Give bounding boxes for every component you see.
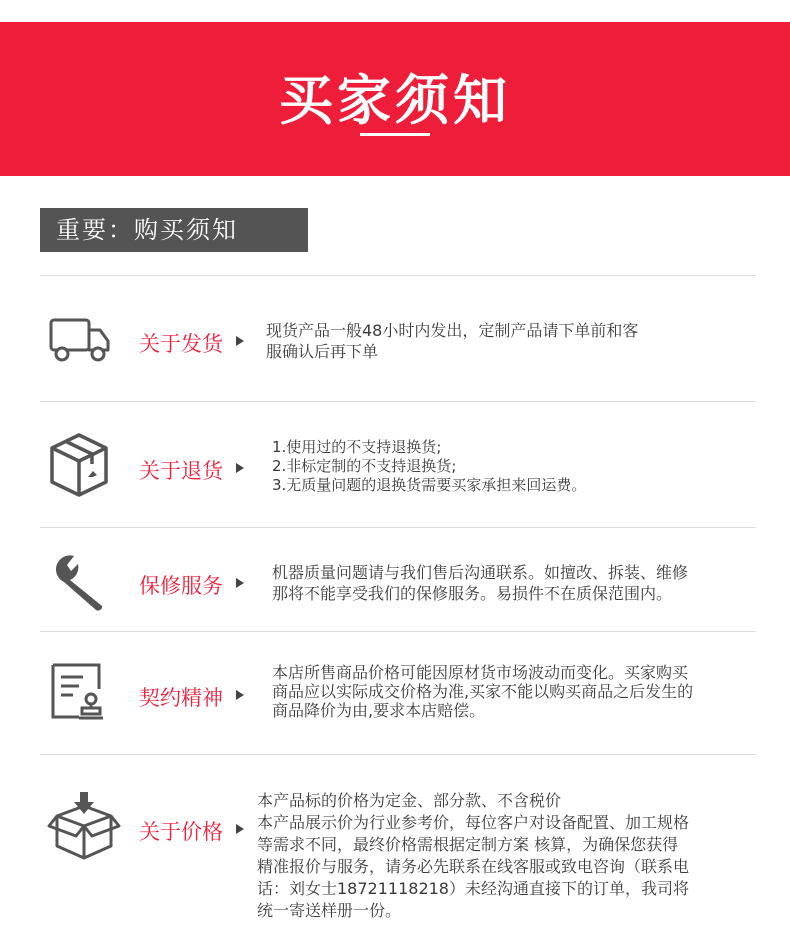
label-contract: 契约精神 (139, 686, 223, 710)
divider (40, 401, 756, 402)
divider (40, 754, 756, 755)
wrench-icon (50, 552, 112, 616)
delivery-truck-icon (48, 314, 112, 368)
divider (40, 631, 756, 632)
text-line: 现货产品一般48小时内发出，定制产品请下单前和客 (266, 321, 639, 340)
title-underline (360, 133, 430, 136)
divider (40, 527, 756, 528)
arrow-right-icon (236, 690, 244, 700)
price-box-icon (47, 790, 121, 868)
text-line: 商品降价为由,要求本店赔偿。 (272, 701, 486, 720)
text-line: 本产品展示价为行业参考价，每位客户对设备配置、加工规格 (257, 813, 690, 832)
section-label: 重要：购买须知 (40, 208, 308, 252)
text-line: 等需求不同，最终价格需根据定制方案 核算，为确保您获得 (257, 835, 679, 854)
arrow-right-icon (236, 578, 244, 588)
contract-stamp-icon (49, 661, 107, 725)
divider (40, 275, 756, 276)
arrow-right-icon (236, 336, 244, 346)
label-price: 关于价格 (139, 820, 223, 844)
desc-contract (272, 663, 693, 720)
text-line: 服确认后再下单 (266, 342, 379, 361)
text-line: 机器质量问题请与我们售后沟通联系。如擅改、拆装、维修 (272, 563, 689, 582)
label-returns: 关于退货 (139, 459, 223, 483)
text-line: 2.非标定制的不支持退换货; (272, 457, 457, 475)
desc-returns (272, 438, 586, 495)
page-title: 买家须知 (279, 68, 511, 132)
arrow-right-icon (236, 463, 244, 473)
text-line: 商品应以实际成交价格为准,买家不能以购买商品之后发生的 (272, 682, 694, 701)
text-line: 本产品标的价格为定金、部分款、不含税价 (257, 791, 562, 810)
label-shipping: 关于发货 (139, 332, 223, 356)
desc-shipping (266, 320, 638, 362)
label-warranty: 保修服务 (139, 574, 223, 598)
text-line: 那将不能享受我们的保修服务。易损件不在质保范围内。 (272, 584, 673, 603)
text-line: 1.使用过的不支持退换货; (272, 438, 442, 456)
text-line: 精准报价与服务，请务必先联系在线客服或致电咨询（联系电 (257, 857, 690, 876)
package-box-icon (48, 432, 110, 502)
text-line: 本店所售商品价格可能因原材货市场波动而变化。买家购买 (272, 663, 689, 682)
arrow-right-icon (236, 824, 244, 834)
text-line: 话：刘女士18721118218）未经沟通直接下的订单，我司将 (257, 879, 689, 898)
desc-warranty (272, 562, 688, 604)
text-line: 统一寄送样册一份。 (257, 901, 402, 920)
text-line: 3.无质量问题的退换货需要买家承担来回运费。 (272, 476, 587, 494)
desc-price (257, 790, 689, 922)
